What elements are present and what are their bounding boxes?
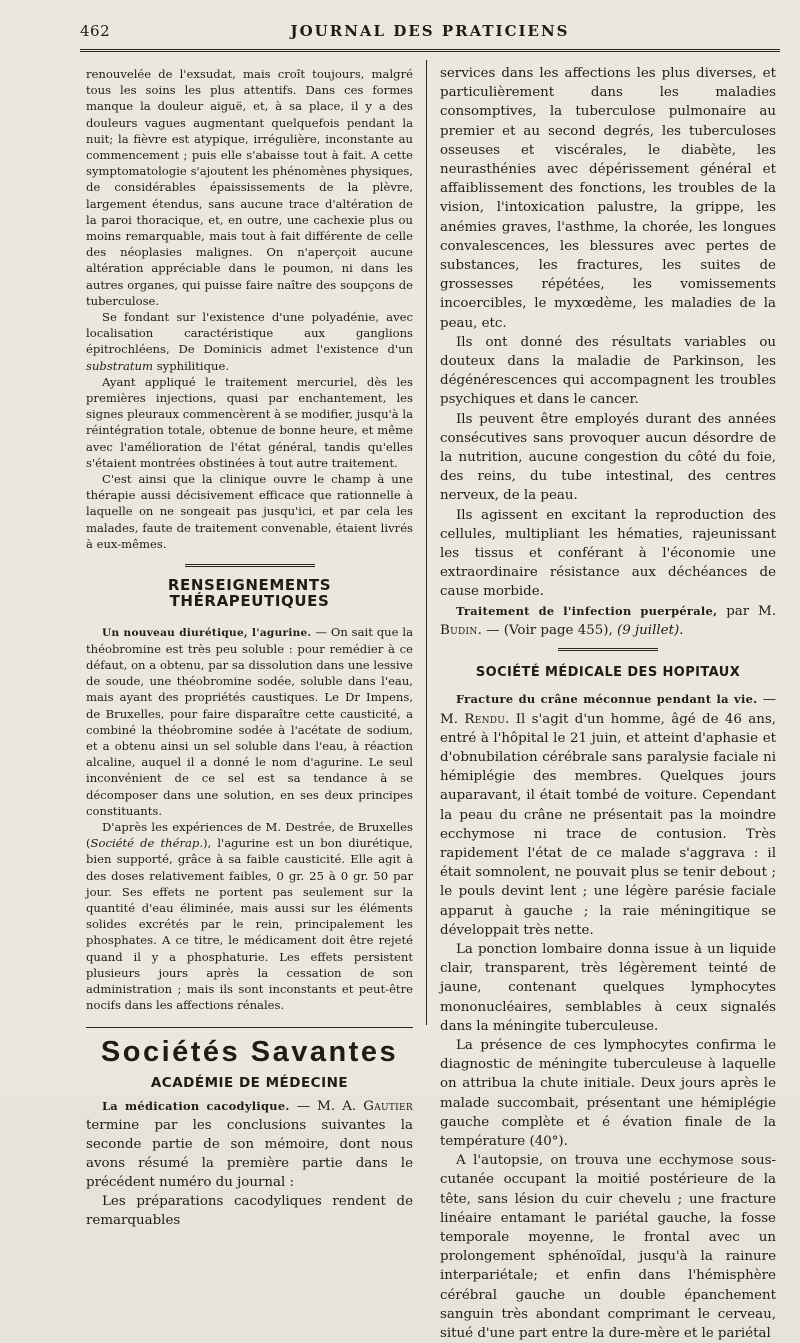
article-cacodylique: La médication cacodylique. — M. A. Gautier termine par les conclusions suivantes la seconde partie de son mémoire, dont nous avons résumé la première partie dans le précédent numéro du journal : Les préparations cacodyliques rendent de remarquables — [86, 1098, 413, 1228]
paragraph: A l'autopsie, on trouva une ecchymose sous-cutanée occupant la moitié postérieure de la tête, sans lésion du cuir chevelu ; une fracture linéaire entamant le pariétal gauche, la fosse temporale moyenne, le frontal avec un prolongement sphénoïdal, jusqu'à la rainure interpariétale; et enfin dans l'hémisphère cérébral gauche un double épanchement sanguin très abondant comprimant le cerveau, situé d'une part entre la dure-mère et le pariétal — [440, 1153, 776, 1341]
subsection-title-academie: ACADÉMIE DE MÉDECINE — [150, 1074, 349, 1091]
paragraph: D'après les expériences de M. Destrée, de Bruxelles (Société de thérap.), l'agurine est un bon diurétique, bien supporté, grâce à sa faible causticité. Elle agit à des doses relativement faibles, 0 gr. 25 à 0 gr. 50 par jour. Ses effets ne portent pas seulement sur la quantité d'eau éliminée, mais aussi sur les éléments solides excrétés par le rein, principalement les phosphates. A ce titre, le médicament doit être rejeté quand il y a phosphaturie. Les effets persistent plusieurs jours après la cessation de son administration ; mais ils sont inconstants et peut-être nocifs dans les affections rénales. — [86, 819, 413, 1013]
article-runin-title: La médication cacodylique. — [102, 1098, 290, 1113]
page-number: 462 — [80, 22, 111, 40]
paragraph: La présence de ces lymphocytes confirma le diagnostic de méningite tuberculeuse à laquelle on attribua la chute initiale. Deux jours après le malade succombait, présentant une hémiplégie gauche complète et é évation finale de la température (40°). — [440, 1037, 776, 1149]
article-runin-title: Fracture du crâne méconnue pendant la vie. — [456, 692, 758, 707]
article-puerperale: Traitement de l'infection puerpérale, par M. Budin. — (Voir page 455), (9 juillet). — [440, 603, 776, 638]
paragraph: Ils ont donné des résultats variables ou douteux dans la maladie de Parkinson, les dégénérescences qui accompagnent les troubles psychiques et dans le cancer. — [440, 334, 776, 408]
section-title-societe-medicale: SOCIÉTÉ MÉDICALE DES HOPITAUX — [475, 665, 741, 681]
paragraph: Ayant appliqué le traitement mercuriel, dès les premières injections, quasi par enchantement, les signes pleuraux commencèrent à se modifier, jusqu'à la réintégration totale, obtenue de bonne heure, et même avec l'amélioration de l'état général, tandis qu'elles s'étaient montrées obstinées à tout autre traitement. — [86, 374, 413, 470]
right-column — [440, 64, 776, 1343]
page-header — [80, 22, 780, 44]
paragraph: services dans les affections les plus diverses, et particulièrement dans les maladies consomptives, la tuberculose pulmonaire au premier et au second degrés, les tuberculoses osseuses et viscérales, le diabète, les neurasthénies avec dépérissement général et affaiblissement des fonctions, les troubles de la vision, l'intoxication palustre, la grippe, les anémies graves, l'asthme, la chorée, les longues convalescences, les blessures avec pertes de substances, les fractures, les suites de grossesses répétées, les vomissements incoercibles, le myxœdème, les maladies de la peau, etc. — [440, 66, 776, 331]
paragraph: C'est ainsi que la clinique ouvre le champ à une thérapie aussi décisivement efficace que rationnelle à laquelle on ne songeait pas jusqu'ici, et par cela les malades, faute de traitement convenable, étaient livrés à eux-mêmes. — [86, 472, 413, 551]
left-column — [86, 66, 413, 1230]
header-rule — [80, 49, 780, 52]
article-runin-title: Traitement de l'infection puerpérale, — [456, 603, 718, 618]
paragraph: La ponction lombaire donna issue à un liquide clair, transparent, très légèrement teinté de jaune, contenant quelques lymphocytes mononucléaires, semblables à ceux signalés dans la méningite tuberculeuse. — [440, 941, 776, 1034]
column-divider — [426, 60, 427, 1025]
article-runin-title: Un nouveau diurétique, l'agurine. — [102, 626, 312, 639]
big-section-title: Sociétés Savantes — [100, 1036, 399, 1069]
section-separator — [185, 564, 315, 567]
article-agurine: Un nouveau diurétique, l'agurine. — On sait que la théobromine est très peu soluble : pour remédier à ce défaut, on a obtenu, par sa dissolution dans une lessive de soude, une théobromine sodée, soluble dans l'eau, mais ayant des propriétés caustiques. Le Dr Impens, de Bruxelles, pour faire disparaître cette causticité, a combiné la théobromine sodée à l'acétate de sodium, et a obtenu ainsi un sel soluble dans l'eau, à réaction alcaline, auquel il a donné le nom d'agurine. Le seul inconvénient de ce sel est sa tendance à se décomposer dans une solution, en ses deux principes constituants. — [86, 624, 413, 818]
section-title-renseignements: RENSEIGNEMENTS THÉRAPEUTIQUES — [167, 576, 332, 611]
paragraph: Ils agissent en excitant la reproduction des cellules, multipliant les hématies, rajeunissant les tissus et conférant à l'économie une extraordinaire résistance aux déchéances de cause morbide. — [440, 507, 776, 600]
paragraph: Se fondant sur l'existence d'une polyadénie, avec localisation caractéristique aux ganglions épitrochléens, De Dominicis admet l'existence d'un substratum syphilitique. — [86, 310, 413, 373]
article-fracture: Fracture du crâne méconnue pendant la vie. — M. Rendu. Il s'agit d'un homme, âgé de 46 ans, entré à l'hôpital le 21 juin, et atteint d'aphasie et d'obnubilation cérébrale sans paralysie faciale ni hémiplégie des membres. Quelques jours auparavant, il était tombé de voiture. Cependant la peau du crâne ne présentait pas la moindre ecchymose ni trace de contusion. Très rapidement l'état de ce malade s'aggrava : il était somnolent, ne pouvait plus se tenir debout ; le pouls devint lent ; une légère parésie faciale apparut à gauche ; la raie méningitique se développait très nette. — [440, 692, 776, 938]
paragraph: renouvelée de l'exsudat, mais croît toujours, malgré tous les soins les plus attentifs. Dans ces formes manque la douleur aiguë, et, à sa place, il y a des douleurs vagues augmentant quelquefois pendant la nuit; la fièvre est atypique, irrégulière, inconstante au commencement ; puis elle s'abaisse tout à fait. A cette symptomatologie s'ajoutent les phénomènes physiques, de considérables épaississements de la plèvre, largement étendus, sans aucune trace d'altération de la paroi thoracique, et, en outre, une cachexie plus ou moins remarquable, mais tout à fait différente de celle des néoplasies malignes. On n'aperçoit aucune altération appréciable dans le poumon, ni dans les autres organes, qui puisse faire naître des soupçons de tuberculose. — [86, 67, 413, 308]
section-separator — [558, 648, 658, 651]
paragraph: Ils peuvent être employés durant des années consécutives sans provoquer aucun désordre de la nutrition, aucune congestion du côté du foie, des reins, du tube intestinal, des centres nerveux, de la peau. — [440, 411, 776, 504]
running-title: JOURNAL DES PRATICIENS — [290, 22, 570, 40]
